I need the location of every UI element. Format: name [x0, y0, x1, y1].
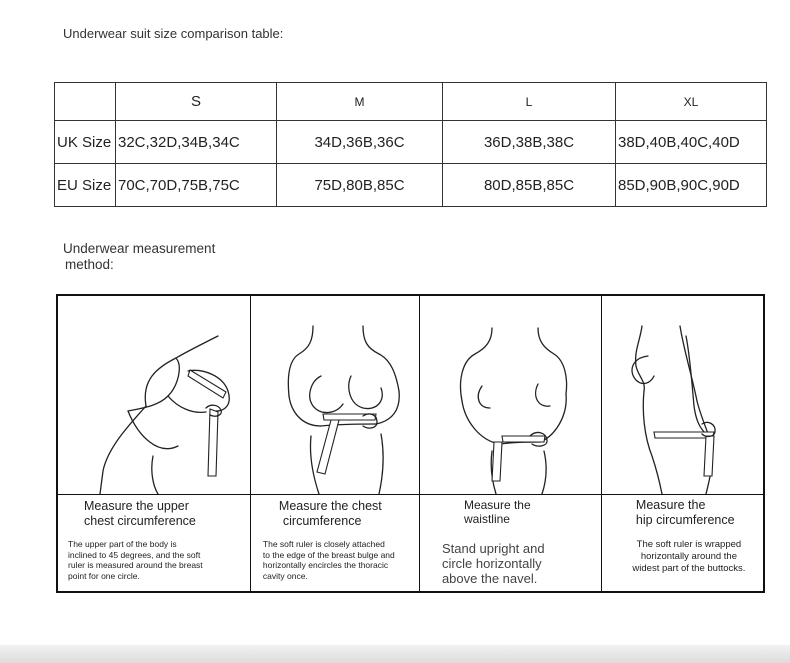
- header-cell-m: M: [277, 83, 443, 121]
- panel-waist: [420, 296, 602, 591]
- row-label-uk: UK Size: [55, 121, 116, 164]
- header-cell-empty: [55, 83, 116, 121]
- bottom-gradient-band: [0, 645, 790, 663]
- caption-title: Measure the chest: [278, 499, 382, 513]
- table-header-row: [55, 83, 767, 121]
- header-cell-l: L: [443, 83, 616, 121]
- upper-chest-illustration: [58, 296, 252, 494]
- panel-caption: Measure the upper chest circumference The upper part of the body is inclined to 45 degrees, and the soft ruler is measured around the breast point for one circle.: [58, 494, 250, 596]
- table-row-eu: [55, 164, 767, 207]
- chest-illustration: [251, 296, 421, 494]
- caption-title: Measure the: [635, 498, 706, 512]
- cell-uk-xl: 38D,40B,40C,40D: [616, 121, 767, 164]
- cell-uk-s: 32C,32D,34B,34C: [116, 121, 277, 164]
- panel-caption: Measure the chest circumference The soft ruler is closely attached to the edge of the breast bulge and horizontally encircles the thoracic cavity once.: [251, 494, 419, 596]
- panel-caption: Measure the waistline Stand upright and circle horizontally above the navel.: [420, 494, 601, 596]
- hip-illustration: [602, 296, 764, 494]
- measurement-title: Underwear measurement method:: [63, 241, 216, 272]
- header-cell-s: S: [116, 83, 277, 121]
- panel-upper-chest: [58, 296, 251, 591]
- panel-hip: [602, 296, 763, 591]
- panel-caption: Measure the hip circumference The soft ruler is wrapped horizontally around the widest part of the buttocks.: [602, 494, 763, 596]
- caption-body: The upper part of the body is inclined to 45 degrees, and the soft ruler is measured around the breast point for one circle.: [68, 539, 203, 581]
- size-table-title: Underwear suit size comparison table:: [63, 26, 284, 41]
- cell-eu-m: 75D,80B,85C: [277, 164, 443, 207]
- caption-body: Stand upright and circle horizontally above the navel.: [441, 541, 545, 586]
- cell-eu-xl: 85D,90B,90C,90D: [616, 164, 767, 207]
- waist-illustration: [420, 296, 603, 494]
- measurement-panels: [56, 294, 765, 593]
- panel-chest: [251, 296, 420, 591]
- size-comparison-table: [54, 82, 767, 207]
- table-row-uk: [55, 121, 767, 164]
- row-label-eu: EU Size: [55, 164, 116, 207]
- caption-body: The soft ruler is closely attached to the edge of the breast bulge and horizontally encircles the thoracic cavity once.: [262, 539, 395, 581]
- header-cell-xl: XL: [616, 83, 767, 121]
- cell-eu-s: 70C,70D,75B,75C: [116, 164, 277, 207]
- caption-title: Measure the upper: [84, 499, 189, 513]
- caption-title: Measure the: [463, 498, 531, 512]
- cell-uk-l: 36D,38B,38C: [443, 121, 616, 164]
- cell-eu-l: 80D,85B,85C: [443, 164, 616, 207]
- cell-uk-m: 34D,36B,36C: [277, 121, 443, 164]
- caption-body: The soft ruler is wrapped horizontally around the widest part of the buttocks.: [632, 539, 746, 574]
